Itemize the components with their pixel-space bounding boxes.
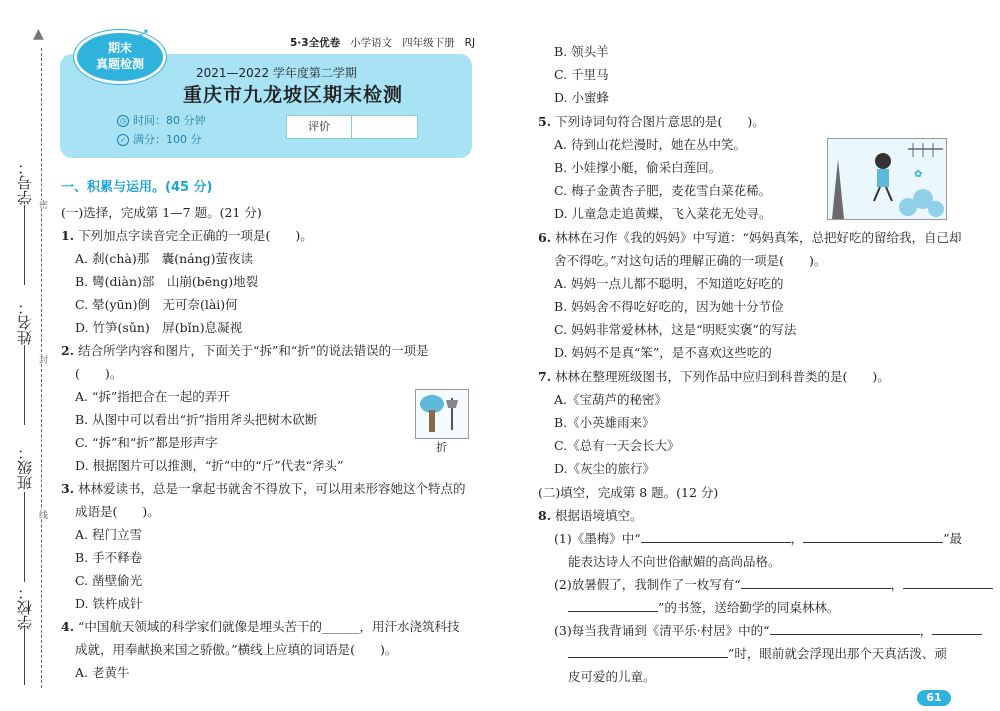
q2-num: 2.	[61, 343, 75, 358]
child-chasing-butterfly-image	[827, 138, 947, 220]
q4-option-c[interactable]: C. 千里马	[554, 67, 609, 82]
badge-line1: 期末	[107, 41, 132, 55]
exam-year: 2021—2022 学年度第二学期	[196, 66, 357, 80]
q8-num: 8.	[538, 508, 552, 523]
q6-num: 6.	[538, 230, 552, 245]
student-id-field[interactable]	[24, 205, 25, 285]
q7-stem: 林林在整理班级图书，下列作品中应归到科普类的是( )。	[555, 369, 890, 384]
class-label: 班级：	[16, 445, 34, 490]
question-4	[61, 619, 459, 635]
q5-option-c[interactable]: C. 梅子金黄杏子肥，麦花雪白菜花稀。	[554, 183, 772, 198]
rocket-icon: ▲	[33, 26, 44, 42]
q8-1-cont: 能表达诗人不向世俗献媚的高尚品格。	[568, 554, 781, 569]
q2-option-c[interactable]: C. “拆”和“折”都是形声字	[75, 435, 218, 450]
q3-num: 3.	[61, 481, 75, 496]
q3-option-d[interactable]: D. 铁杵成针	[75, 596, 143, 611]
clock-icon: ◷	[117, 115, 129, 127]
part2-title: (二)填空，完成第 8 题。(12 分)	[538, 485, 719, 500]
book-name: 5·3全优卷	[290, 37, 341, 49]
question-1	[61, 228, 313, 244]
q7-option-a[interactable]: A.《宝葫芦的秘密》	[554, 392, 668, 407]
q5-option-a[interactable]: A. 待到山花烂漫时，她在丛中笑。	[554, 137, 746, 152]
badge-line2: 真题检测	[95, 57, 144, 71]
svg-text:✿: ✿	[914, 169, 923, 180]
q4-option-d[interactable]: D. 小蜜蜂	[554, 90, 610, 105]
q4-num: 4.	[61, 619, 75, 634]
q5-option-b[interactable]: B. 小娃撑小艇，偷采白莲回。	[554, 160, 722, 175]
seal-mark-xian: 线	[37, 510, 47, 519]
q8-1-blank2[interactable]	[803, 542, 943, 543]
q8-2-blank2[interactable]	[903, 588, 993, 589]
binding-margin	[0, 0, 55, 711]
exam-badge	[74, 30, 166, 84]
q2-option-a[interactable]: A. “拆”指把合在一起的弄开	[75, 389, 230, 404]
q6-stem-cont: 舍不得吃。”对这句话的理解正确的一项是( )。	[554, 253, 827, 268]
axe-tree-image	[415, 389, 469, 439]
q8-1-a: (1)《墨梅》中“	[554, 531, 641, 546]
q8-3-b: ，	[919, 623, 933, 638]
q5-option-d[interactable]: D. 儿童急走追黄蝶，飞入菜花无处寻。	[554, 206, 772, 221]
q3-stem: 林林爱读书，总是一拿起书就舍不得放下，可以用来形容她这个特点的	[78, 481, 466, 496]
grade: 四年级下册	[402, 37, 455, 49]
seal-mark-mi: 密	[37, 200, 47, 209]
exam-time	[117, 112, 206, 128]
class-field[interactable]	[24, 492, 25, 582]
q8-1-b: ，	[790, 531, 804, 546]
name-field[interactable]	[24, 345, 25, 425]
q8-item1	[554, 531, 962, 547]
q2-option-b[interactable]: B. 从图中可以看出“折”指用斧头把树木砍断	[75, 412, 318, 427]
q8-2-b: ，	[890, 577, 904, 592]
q8-1-c: ”最	[943, 531, 963, 546]
pic-caption: 折	[436, 441, 447, 454]
q8-3-blank1[interactable]	[770, 634, 920, 635]
q1-num: 1.	[61, 228, 75, 243]
name-label: 姓名：	[16, 300, 34, 345]
q1-stem: 下列加点字读音完全正确的一项是( )。	[78, 228, 313, 243]
q8-2-blank1[interactable]	[741, 588, 891, 589]
q1-option-a[interactable]: A. 刹(chà)那 囊(náng)萤夜读	[75, 251, 254, 266]
q8-3-a: (3)每当我背诵到《清平乐·村居》中的“	[554, 623, 770, 638]
q2-stem: 结合所学内容和图片，下面关于“拆”和“折”的说法错误的一项是	[78, 343, 429, 358]
q6-option-b[interactable]: B. 妈妈舍不得吃好吃的，因为她十分节俭	[554, 299, 784, 314]
evaluation-label: 评价	[287, 116, 352, 138]
evaluation-field[interactable]	[352, 116, 417, 138]
q7-option-d[interactable]: D.《灰尘的旅行》	[554, 461, 656, 476]
book-header	[290, 35, 475, 50]
edition: RJ	[464, 37, 476, 49]
q8-2-cont: ”的书签，送给勤学的同桌林林。	[658, 600, 840, 615]
question-6	[538, 230, 961, 246]
q4-option-b[interactable]: B. 领头羊	[554, 44, 609, 59]
q7-num: 7.	[538, 369, 552, 384]
q1-option-d[interactable]: D. 竹笋(sǔn) 屏(bǐn)息凝视	[75, 320, 243, 335]
seal-mark-feng: 封	[37, 355, 47, 364]
rocket-decoration-icon: ➶	[134, 22, 151, 46]
evaluation-box	[286, 115, 418, 139]
q6-stem: 林林在习作《我的妈妈》中写道：“妈妈真笨，总把好吃的留给我，自己却	[555, 230, 962, 245]
q8-3-blank3[interactable]	[568, 657, 728, 658]
time-text: 时间：80 分钟	[133, 114, 206, 127]
q2-stem-cont: ( )。	[75, 366, 123, 381]
q5-num: 5.	[538, 114, 552, 129]
score-text: 满分：100 分	[133, 133, 202, 146]
q1-option-b[interactable]: B. 彎(diàn)部 山崩(bēng)地裂	[75, 274, 259, 289]
q8-3-blank2[interactable]	[932, 634, 982, 635]
binding-dashed-line	[41, 48, 42, 688]
q8-item3	[554, 623, 982, 639]
q7-option-c[interactable]: C.《总有一天会长大》	[554, 438, 680, 453]
child-chasing-butterfly-illustration	[828, 139, 946, 219]
section-title: 一、积累与运用。(45 分)	[61, 180, 213, 195]
question-8	[538, 508, 643, 524]
q8-3-line2	[568, 646, 947, 662]
q8-stem: 根据语境填空。	[555, 508, 643, 523]
q8-2-a: (2)放暑假了，我制作了一枚写有“	[554, 577, 741, 592]
q4-stem: “中国航天领域的科学家们就像是埋头苦干的______，用汗水浇筑科技	[78, 619, 460, 634]
q6-option-d[interactable]: D. 妈妈不是真“笨”，是不喜欢这些吃的	[554, 345, 772, 360]
axe-tree-illustration	[416, 390, 468, 438]
q3-option-a[interactable]: A. 程门立雪	[75, 527, 142, 542]
q8-2-blank3[interactable]	[568, 611, 658, 612]
school-label: 学校：	[16, 585, 34, 630]
q8-1-blank1[interactable]	[641, 542, 791, 543]
q7-option-b[interactable]: B.《小英雄雨来》	[554, 415, 655, 430]
question-2	[61, 343, 429, 359]
part-title: (一)选择，完成第 1—7 题。(21 分)	[61, 205, 262, 220]
q5-stem: 下列诗词句符合图片意思的是( )。	[555, 114, 765, 129]
exam-score	[117, 131, 202, 147]
check-icon: ✓	[117, 134, 129, 146]
q4-stem-cont: 成就，用奉献换来国之骄傲。”横线上应填的词语是( )。	[75, 642, 398, 657]
page-number: 61	[917, 690, 951, 706]
question-3	[61, 481, 466, 497]
q3-option-c[interactable]: C. 凿壁偷光	[75, 573, 143, 588]
q8-item2	[554, 577, 993, 593]
school-field[interactable]	[24, 625, 25, 685]
question-7	[538, 369, 890, 385]
exam-title: 重庆市九龙坡区期末检测	[183, 84, 404, 106]
student-id-label: 学号：	[16, 160, 34, 205]
q8-3-cont: ”时，眼前就会浮现出那个天真活泼、顽	[728, 646, 947, 661]
q8-2-line2	[568, 600, 839, 616]
q3-option-b[interactable]: B. 手不释卷	[75, 550, 143, 565]
q8-3-cont2: 皮可爱的儿童。	[568, 669, 656, 684]
subject: 小学语文	[350, 37, 393, 49]
q2-option-d[interactable]: D. 根据图片可以推测，“折”中的“斤”代表“斧头”	[75, 458, 344, 473]
q4-option-a[interactable]: A. 老黄牛	[75, 665, 130, 680]
q6-option-c[interactable]: C. 妈妈非常爱林林，这是“明贬实褒”的写法	[554, 322, 797, 337]
q6-option-a[interactable]: A. 妈妈一点儿都不聪明，不知道吃好吃的	[554, 276, 784, 291]
q3-stem-cont: 成语是( )。	[75, 504, 160, 519]
question-5	[538, 114, 765, 130]
q1-option-c[interactable]: C. 晕(yūn)倒 无可奈(lài)何	[75, 297, 238, 312]
